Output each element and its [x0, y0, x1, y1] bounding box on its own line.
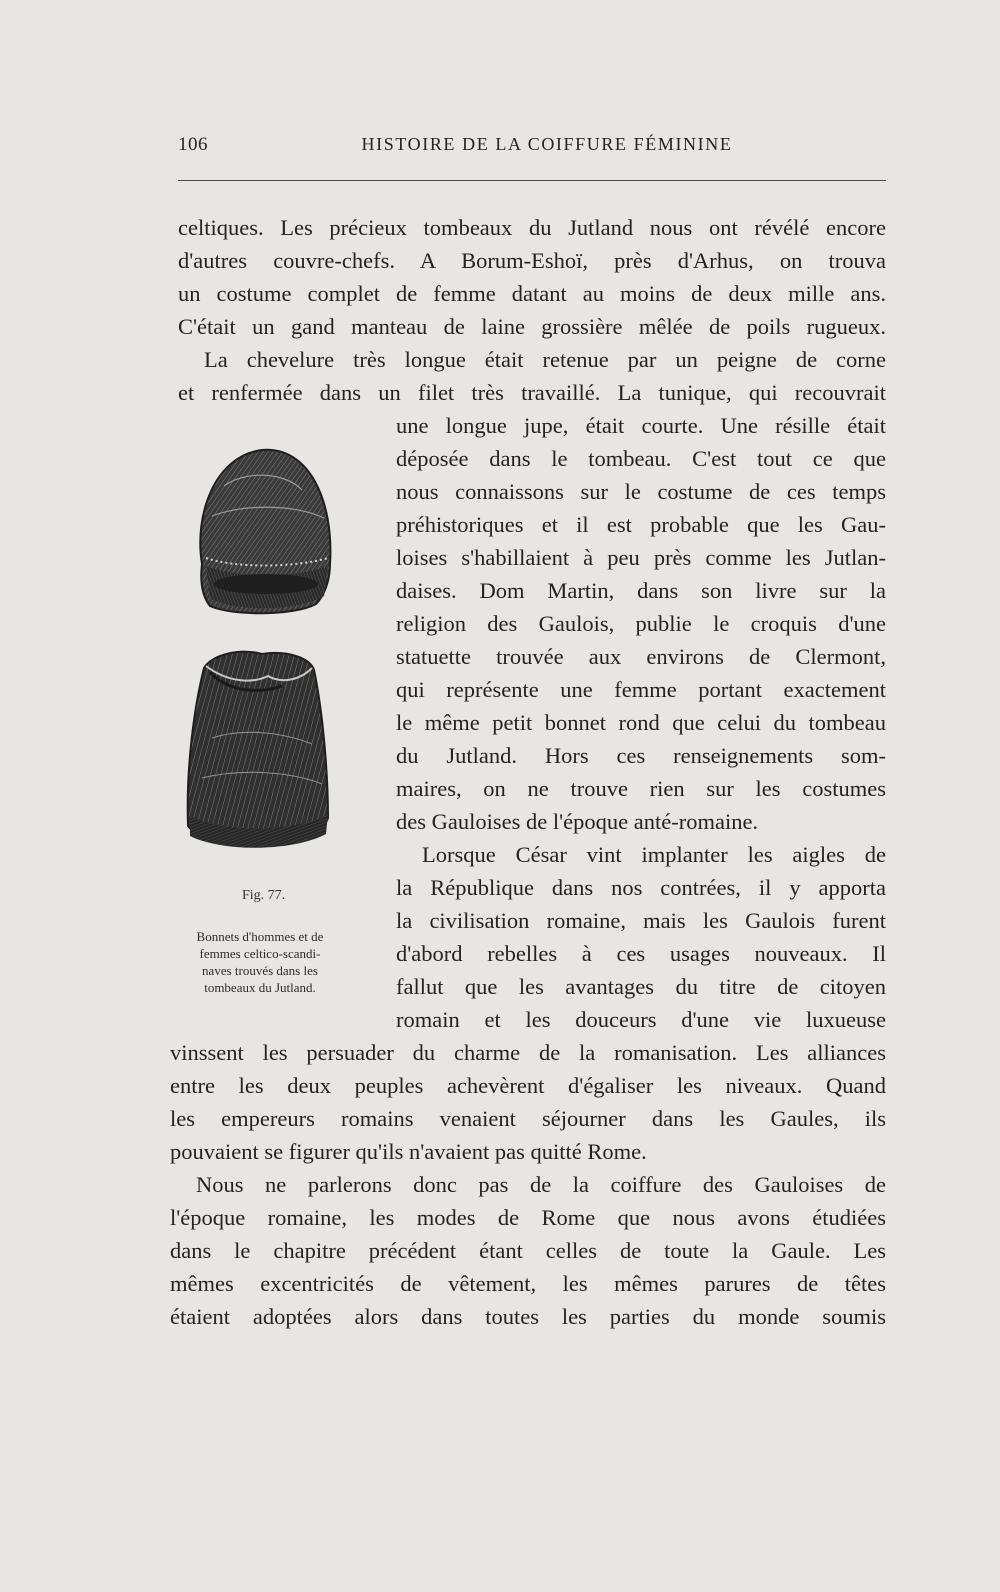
body-line: Nous ne parlerons donc pas de la coiffure des Gauloises de	[196, 1172, 886, 1197]
body-line: étaient adoptées alors dans toutes les parties du monde soumis	[170, 1304, 886, 1329]
body-line: romain et les douceurs d'une vie luxueuse	[396, 1007, 886, 1032]
body-line: entre les deux peuples achevèrent d'égaliser les niveaux. Quand	[170, 1073, 886, 1098]
body-line: d'autres couvre-chefs. A Borum-Eshoï, près d'Arhus, on trouva	[178, 248, 886, 273]
body-line: des Gauloises de l'époque anté-romaine.	[396, 809, 759, 834]
body-line: dans le chapitre précédent étant celles de toute la Gaule. Les	[170, 1238, 886, 1263]
body-line: une longue jupe, était courte. Une résille était	[396, 413, 886, 438]
caption-line: naves trouvés dans les	[202, 963, 318, 978]
caption-line: Bonnets d'hommes et de	[196, 929, 324, 944]
body-line: religion des Gaulois, publie le croquis d'une	[396, 611, 886, 636]
figure-label: Fig. 77.	[242, 888, 286, 903]
body-line: mêmes excentricités de vêtement, les mêmes parures de têtes	[170, 1271, 886, 1296]
body-line: loises s'habillaient à peu près comme les Jutlan-	[396, 545, 886, 570]
body-line: la République dans nos contrées, il y apporta	[396, 875, 886, 900]
body-line: et renfermée dans un filet très travaillé. La tunique, qui recouvrait	[178, 380, 886, 405]
body-line: déposée dans le tombeau. C'est tout ce que	[396, 446, 886, 471]
body-line: fallut que les avantages du titre de citoyen	[396, 974, 886, 999]
body-line: les empereurs romains venaient séjourner dans les Gaules, ils	[170, 1106, 886, 1131]
header-rule	[178, 180, 886, 181]
body-line: maires, on ne trouve rien sur les costumes	[396, 776, 886, 801]
body-line: le même petit bonnet rond que celui du tombeau	[396, 710, 886, 735]
body-line: vinssent les persuader du charme de la romanisation. Les alliances	[170, 1040, 886, 1065]
body-line: préhistoriques et il est probable que les Gau-	[396, 512, 886, 537]
body-line: du Jutland. Hors ces renseignements som-	[396, 743, 886, 768]
body-line: daises. Dom Martin, dans son livre sur la	[396, 578, 886, 603]
page-number: 106	[178, 134, 208, 155]
body-line: qui représente une femme portant exactement	[396, 677, 886, 702]
body-line: d'abord rebelles à ces usages nouveaux. Il	[396, 941, 886, 966]
body-line: la civilisation romaine, mais les Gaulois furent	[396, 908, 886, 933]
caption-line: tombeaux du Jutland.	[204, 980, 316, 995]
body-line: pouvaient se figurer qu'ils n'avaient pas quitté Rome.	[170, 1139, 647, 1164]
body-line: nous connaissons sur le costume de ces temps	[396, 479, 886, 504]
body-line: C'était un gand manteau de laine grossière mêlée de poils rugueux.	[178, 314, 886, 339]
body-line: La chevelure très longue était retenue par un peigne de corne	[204, 347, 886, 372]
figure-caption	[172, 928, 348, 996]
body-line: celtiques. Les précieux tombeaux du Jutland nous ont révélé encore	[178, 215, 886, 240]
bonnet-illustration-bottom	[182, 648, 332, 856]
running-title: HISTOIRE DE LA COIFFURE FÉMININE	[361, 134, 733, 154]
caption-line: femmes celtico-scandi-	[199, 946, 321, 961]
body-line: Lorsque César vint implanter les aigles de	[422, 842, 886, 867]
body-line: statuette trouvée aux environs de Clermont,	[396, 644, 886, 669]
page-header	[178, 134, 886, 164]
body-line: l'époque romaine, les modes de Rome que nous avons étudiées	[170, 1205, 886, 1230]
bonnet-illustration-top	[184, 446, 340, 618]
body-line: un costume complet de femme datant au moins de deux mille ans.	[178, 281, 886, 306]
